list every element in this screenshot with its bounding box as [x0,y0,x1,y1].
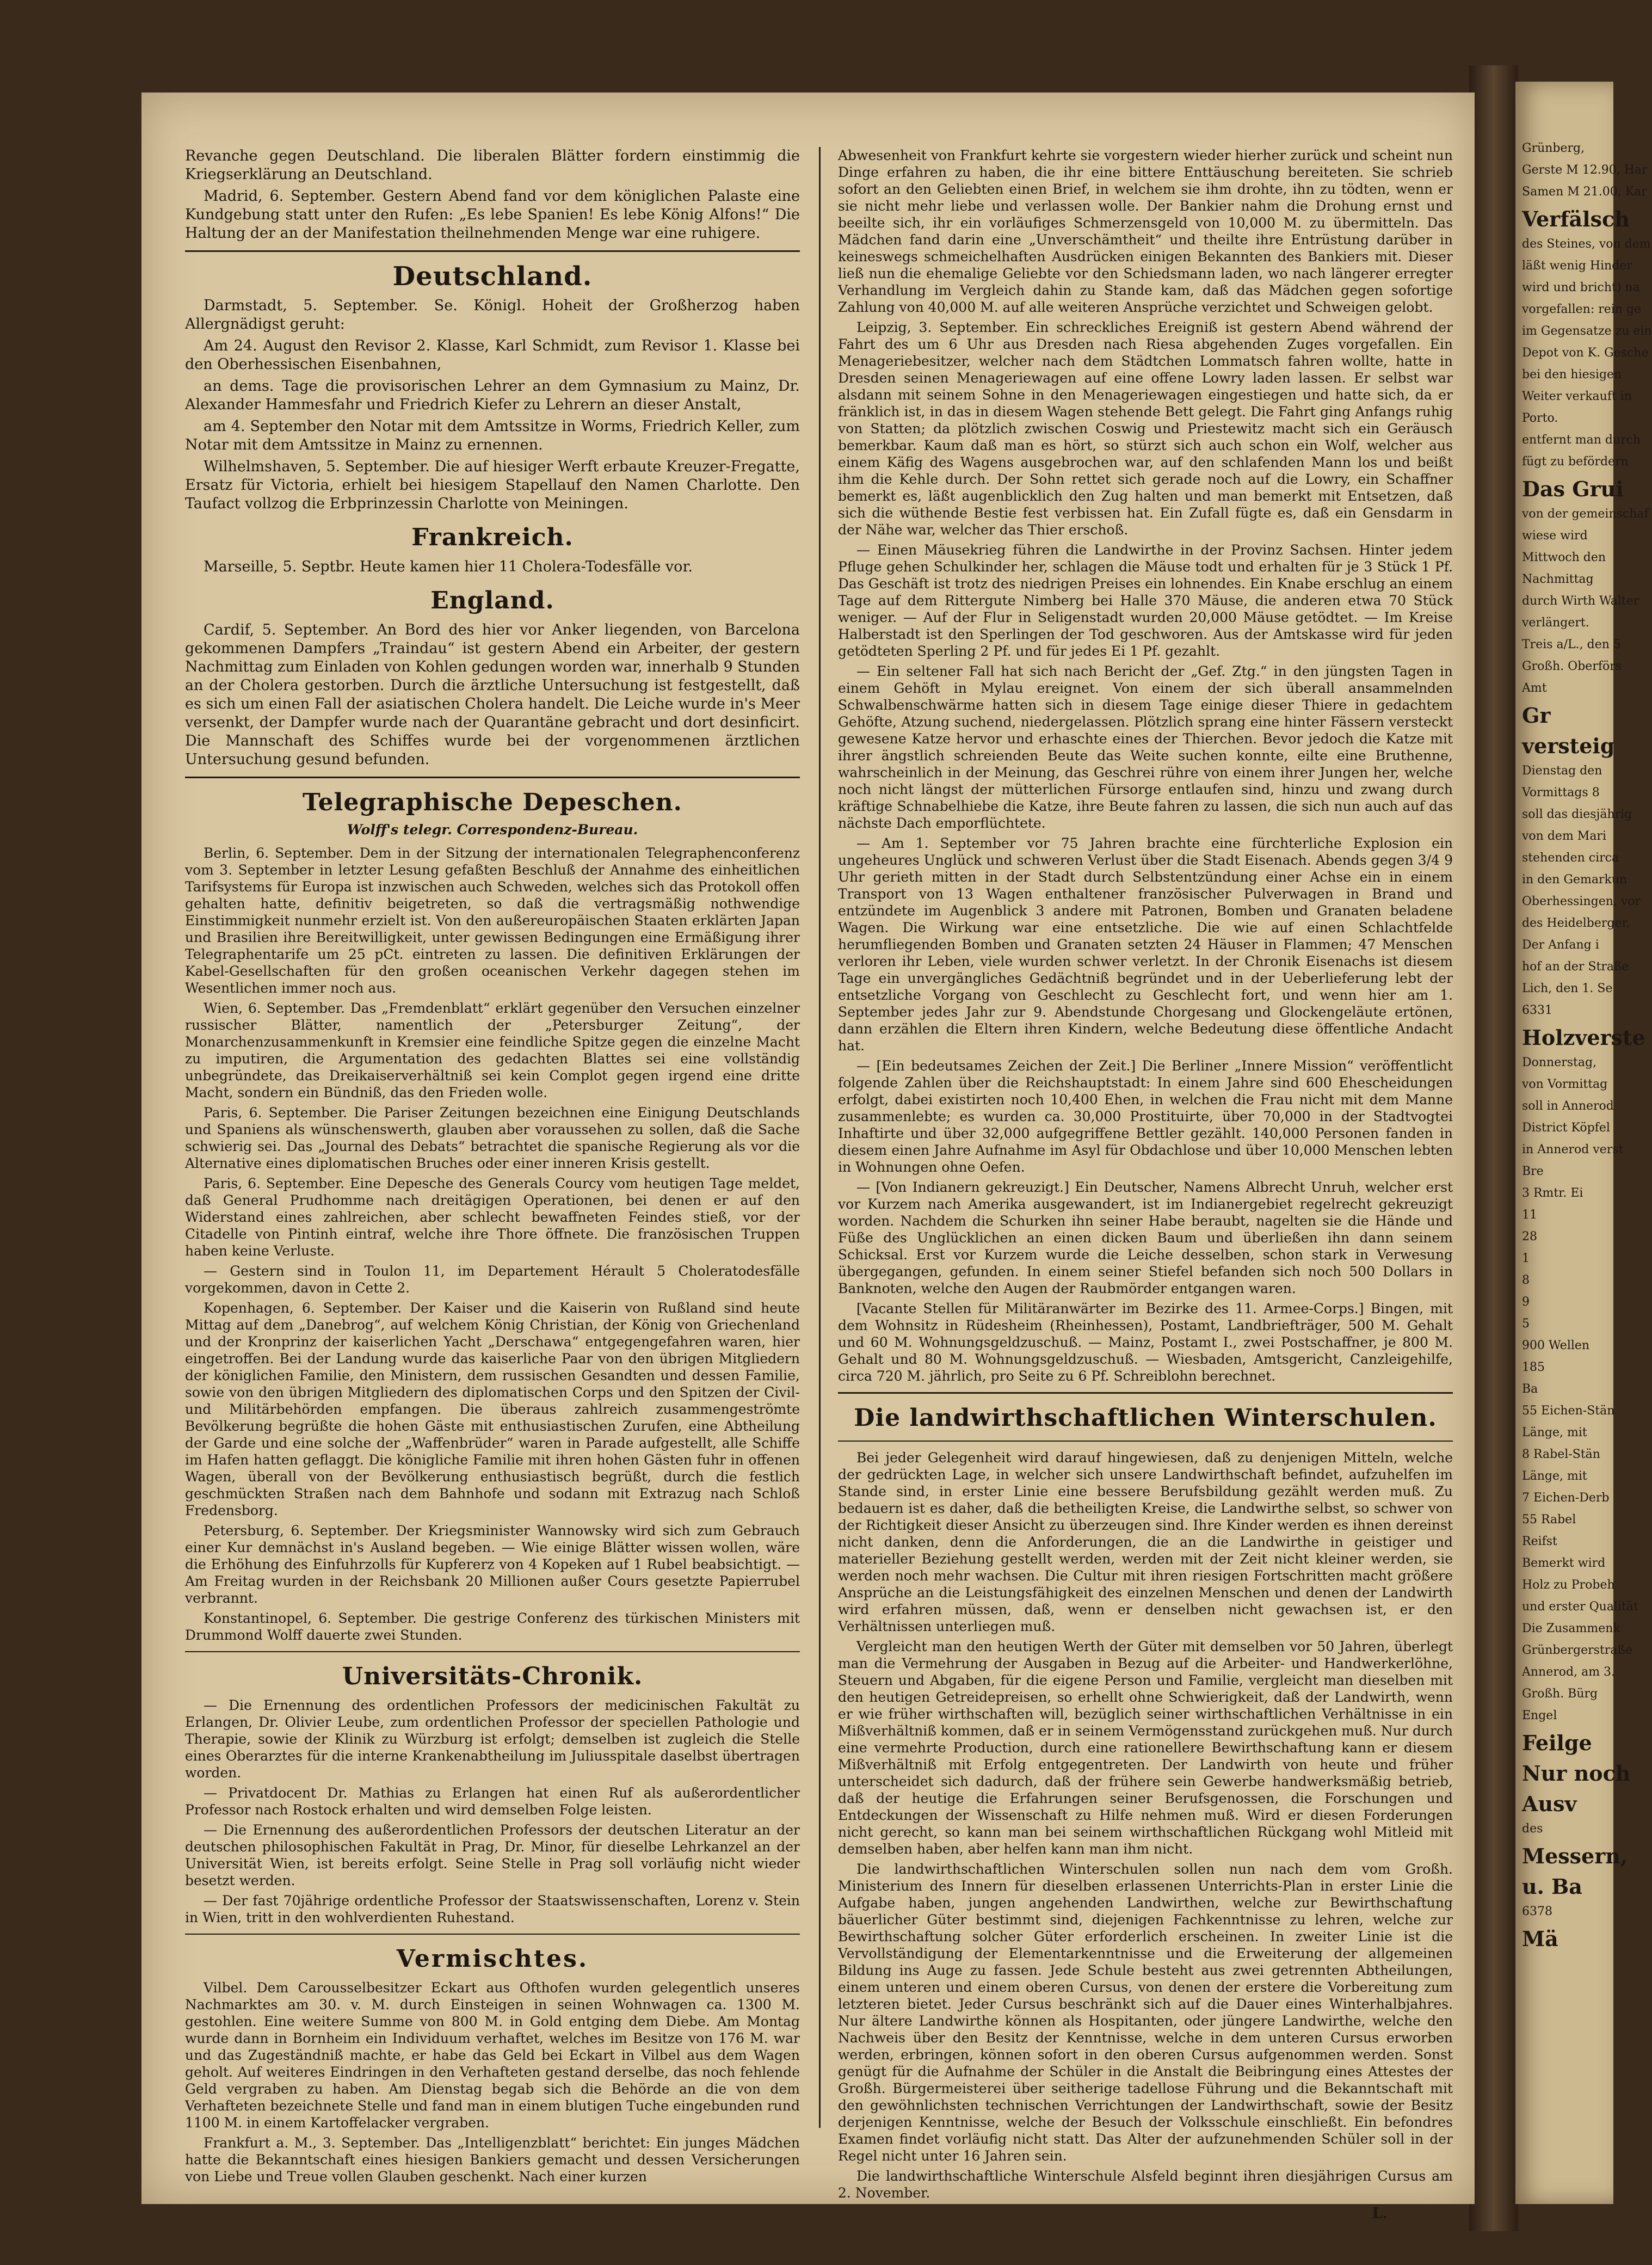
next-page-fragment: von dem Mari [1522,829,1606,843]
next-page-fragment: 900 Wellen [1522,1339,1590,1352]
next-page-fragment: Ausv [1522,1792,1577,1816]
next-page-fragment: 8 Rabel-Stän [1522,1448,1600,1461]
article-paragraph: Vilbel. Dem Carousselbesitzer Eckart aus Ofthofen wurden gelegentlich unseres Nachmarktes am 30. v. M. durch Einsteigen in seinen Wohnwagen ca. 1300 M. gestohlen. Eine weitere Summe von 800 M. in Gold entging dem Diebe. Am Montag wurde dann in Bornheim ein Individuum verhaftet, welches im Besitze von 176 M. war und das Zugeständniß machte, er habe das Geld bei Eckart in Vilbel aus dem Wagen geholt. Auf weiteres Eindringen in den Verhafteten gestand derselbe, das noch fehlende Geld vergraben zu haben. Am Dienstag begab sich die Behörde an die von dem Verhafteten bezeichnete Stelle und fand man in einem blutigen Tuche eingebunden rund 1100 M. in einem Kartoffelacker vergraben. [185,1980,800,2131]
next-page-fragment: 11 [1522,1208,1537,1222]
next-page-fragment: u. Ba [1522,1874,1582,1899]
next-page-fragment: 3 Rmtr. Ei [1522,1186,1583,1200]
next-page-fragment: in Annerod verst [1522,1143,1624,1156]
next-page-fragment: Bemerkt wird [1522,1556,1606,1570]
next-page-fragment: von Vormittag [1522,1078,1608,1091]
article-paragraph: Die landwirthschaftliche Winterschule Alsfeld beginnt ihren diesjährigen Cursus am 2. November. [838,2168,1453,2201]
next-page-fragment: entfernt man durch [1522,433,1641,447]
article-paragraph: — Die Ernennung des ordentlichen Professors der medicinischen Fakultät zu Erlangen, Dr. Olivier Leube, zum ordentlichen Professor der speciellen Pathologie und Therapie, sowie der Klinik zu Würzburg ist erfolgt; demselben ist zugleich die Stelle eines Oberarztes für die interne Krankenabtheilung im Juliusspitale daselbst übertragen worden. [185,1697,800,1781]
article-paragraph: — Gestern sind in Toulon 11, im Departement Hérault 5 Choleratodesfälle vorgekommen, davon in Cette 2. [185,1263,800,1296]
next-page-fragment: durch Wirth Walter [1522,594,1639,608]
next-page-fragment: 9 [1522,1295,1530,1309]
left-column [185,147,800,2188]
next-page-fragment: Nachmittag [1522,573,1594,586]
next-page-fragment: Gerste M 12.90, Har [1522,163,1648,177]
article-paragraph: an dems. Tage die provisorischen Lehrer an dem Gymnasium zu Mainz, Dr. Alexander Hammesfahr und Friedrich Kiefer zu Lehrern an dieser Anstalt, [185,378,800,413]
article-paragraph: [Vacante Stellen für Militäranwärter im Bezirke des 11. Armee-Corps.] Bingen, mit dem Wohnsitz in Rüdesheim (Rheinhessen), Postamt, Landbriefträger, 500 M. Gehalt und 60 M. Wohnungsgeldzuschuß. — Mainz, Postamt I., zwei Postschaffner, je 800 M. Gehalt und 80 M. Wohnungsgeldzuschuß. — Wiesbaden, Amtsgericht, Canzleigehilfe, circa 720 M. jährlich, pro Seite zu 6 Pf. Schreiblohn berechnet. [838,1301,1453,1384]
next-page-fragment: 28 [1522,1230,1537,1244]
next-page-fragment: des Steines, von dem [1522,237,1651,251]
next-page-fragment: Grünberg, [1522,141,1585,155]
next-page-fragment: läßt wenig Hinder [1522,259,1632,273]
article-paragraph: Konstantinopel, 6. September. Die gestrige Conferenz des türkischen Ministers mit Drummond Wolff dauerte zwei Stunden. [185,1610,800,1643]
next-page-fragment: 5 [1522,1317,1530,1331]
article-paragraph: Kopenhagen, 6. September. Der Kaiser und die Kaiserin von Rußland sind heute Mittag auf dem „Danebrog“, auf welchem König Christian, der König von Griechenland und der Kronprinz der kaiserlichen Yacht „Derschawa“ entgegengefahren waren, hier eingetroffen. Bei der Landung wurde das kaiserliche Paar von den übrigen Mitgliedern der königlichen Familie, den Ministern, dem russischen Gesandten und dessen Familie, sowie von den übrigen Mitgliedern des diplomatischen Corps und den Spitzen der Civil- und Militärbehörden empfangen. Die überaus zahlreich zusammengeströmte Bevölkerung begrüßte die hohen Gäste mit enthusiastischen Zurufen, eine Abtheilung der Garde und eine solche der „Waffenbrüder“ waren in Parade aufgestellt, alle Schiffe im Hafen hatten geflaggt. Die königliche Familie mit ihren hohen Gästen fuhr in offenen Wagen, überall von der Bevölkerung enthusiastisch begrüßt, durch die festlich geschmückten Straßen nach dem Bahnhofe und sodann mit Extrazug nach Schloß Fredensborg. [185,1300,800,1518]
adjacent-page-edge [1515,82,1652,2204]
section-title-universitaet: Universitäts-Chronik. [342,1663,643,1690]
section-subtitle-wolff: Wolff's telegr. Correspondenz-Bureau. [347,822,638,838]
next-page-fragment: Annerod, am 3. [1522,1665,1616,1679]
intro-paragraph: Madrid, 6. September. Gestern Abend fand vor dem königlichen Palaste eine Kundgebung statt unter den Rufen: „Es lebe Spanien! Es lebe König Alfons!“ Die Haltung der an der Manifestation theilnehmenden Menge war eine ruhigere. [185,188,800,242]
next-page-fragment: Verfälsch [1522,207,1630,231]
next-page-fragment: 8 [1522,1273,1530,1287]
next-page-fragment: vorgefallen: rein ge [1522,303,1642,316]
article-paragraph: — [Von Indianern gekreuzigt.] Ein Deutscher, Namens Albrecht Unruh, welcher erst vor Kurzem nach Amerika ausgewandert, ist im Indianergebiet regelrecht gekreuzigt worden. Nachdem die Schurken ihn seiner Habe beraubt, nagelten sie die Hände und Füße des Unglücklichen an einen dicken Baum und überließen ihn dann seinem Schicksal. Erst vor Kurzem wurde die Leiche desselben, schon stark in Verwesung übergegangen, gefunden. In einem seiner Stiefel befanden sich noch 500 Dollars in Banknoten, welche den Augen der Raubmörder entgangen waren. [838,1179,1453,1296]
section-title-england: England. [430,587,554,614]
next-page-fragment: verlängert. [1522,616,1589,630]
next-page-fragment: versteig [1522,734,1615,758]
next-page-fragment: wird und bricht) na [1522,281,1640,294]
next-page-fragment: soll in Annerod [1522,1099,1614,1113]
next-page-fragment: und erster Qualität [1522,1600,1638,1614]
article-paragraph: Wilhelmshaven, 5. September. Die auf hiesiger Werft erbaute Kreuzer-Fregatte, Ersatz für Victoria, erhielt bei hiesigem Stapellauf den Namen Charlotte. Den Taufact vollzog die Erbprinzessin Charlotte von Meiningen. [185,458,800,512]
column-divider [819,147,821,2128]
next-page-fragment: Reifst [1522,1535,1557,1548]
next-page-fragment: Grünbergerstraße [1522,1644,1633,1657]
universitaet-body [185,1697,800,1926]
article-paragraph: — Einen Mäusekrieg führen die Landwirthe in der Provinz Sachsen. Hinter jedem Pfluge gehen Schulkinder her, schlagen die Mäuse todt und erhalten für je 3 Stück 1 Pf. Das Geschäft ist trotz des niedrigen Preises ein lohnendes. Ein Knabe erschlug an einem Tage auf dem Rittergute Nimberg bei Halle 370 Mäuse, die anderen etwa 70 Stück weniger. — Auf der Flur in Seligenstadt wurden 20,000 Mäuse getödtet. — Im Kreise Halberstadt ist den Sperlingen der Tod geschworen. Aus der Amtskasse wird für jeden getödteten Sperling 2 Pf. und für jedes Ei 1 Pf. gezahlt. [838,542,1453,659]
article-paragraph: Berlin, 6. September. Dem in der Sitzung der internationalen Telegraphenconferenz vom 3. September in letzter Lesung gefaßten Beschluß der Annahme des einheitlichen Tarifsystems für Europa ist inzwischen auch Schweden, welches sich das Protokoll offen gehalten hatte, definitiv beigetreten, so daß die vertragsmäßig nothwendige Einstimmigkeit nunmehr erzielt ist. Von den außereuropäischen Staaten erklärten Japan und Brasilien ihre Bereitwilligkeit, unter gewissen Bedingungen eine Ermäßigung ihrer Telegraphentarife um 25 pCt. eintreten zu lassen. Die definitiven Erklärungen der Kabel-Gesellschaften für den großen oceanischen Verkehr dagegen stehen im Wesentlichen immer noch aus. [185,845,800,996]
next-page-fragment: Samen M 21.00, Kar [1522,185,1647,199]
next-page-fragment: Großh. Oberförs [1522,660,1622,673]
next-page-fragment: Länge, mit [1522,1426,1587,1439]
next-page-fragment: Bre [1522,1165,1544,1178]
next-page-fragment: Vormittags 8 [1522,786,1600,799]
next-page-fragment: 185 [1522,1361,1545,1374]
next-page-fragment: wiese wird [1522,529,1588,543]
article-paragraph: — Am 1. September vor 75 Jahren brachte eine fürchterliche Explosion ein ungeheures Unglück und schweren Verlust über die Stadt Eisenach. Abends gegen 3/4 9 Uhr gerieth mitten in der Stadt durch Selbstentzündung einer Achse ein in einem Transport von 13 Wagen enthaltener französischer Pulverwagen in Brand und entzündete im Augenblick 3 andere mit Patronen, Bomben und Granaten beladene Wagen. Die Wirkung war eine entsetzliche. Die wie auf einen Schlachtfelde herumfliegenden Bomben und Granaten setzten 24 Häuser in Flammen; 47 Menschen verloren ihr Leben, viele wurden schwer verletzt. In der Chronik Eisenachs ist diesem Tage ein unvergängliches Gedächtniß begründet und in der Ueberlieferung lebt der entsetzliche Vorgang von Geschlecht zu Geschlecht fort, und wenn hier am 1. September jedes Jahr zur 9. Abendstunde Chorgesang und Glockengeläute ertönen, dann erzählen die Eltern ihren Kindern, welche Bedeutung diese öffentliche Andacht hat. [838,835,1453,1054]
section-rule [185,1651,800,1652]
book-spine [1469,65,1518,2231]
section-rule [185,777,800,778]
next-page-fragment: Nur noch [1522,1761,1631,1786]
article-paragraph: Abwesenheit von Frankfurt kehrte sie vorgestern wieder hierher zurück und scheint nun Dinge erfahren zu haben, die ihr eine bittere Enttäuschung bereiteten. Sie schrieb sofort an den Geliebten einen Brief, in welchem sie ihm drohte, ihn zu tödten, wenn er sie nicht mehr liebe und verlassen wolle. Der Bankier nahm die Drohung ernst und beeilte sich, ihr ein vorläufiges Schmerzensgeld von 10,000 M. zu übermitteln. Das Mädchen fand darin eine „Unverschämtheit“ und theilte ihre Entrüstung darüber in keineswegs schmeichelhaften Ausdrücken einigen Bekannten des Bankiers mit. Dieser ließ nun die ehemalige Geliebte vor den Schiedsmann laden, wo nach längerer erregter Verhandlung im Vergleich dahin zu Stande kam, daß das Mädchen gegen sofortige Zahlung von 40,000 M. auf alle weiteren Ansprüche verzichtet und Schweigen gelobt. [838,147,1453,315]
next-page-fragment: 6378 [1522,1905,1552,1918]
right-column [838,147,1453,2223]
section-title-depeschen: Telegraphische Depeschen. [303,789,682,816]
next-page-fragment: Großh. Bürg [1522,1687,1598,1701]
next-page-fragment: Engel [1522,1709,1557,1722]
next-page-fragment: Porto. [1522,411,1558,425]
next-page-fragment: Messern, [1522,1844,1628,1868]
next-page-fragment: Weiter verkauft in [1522,390,1632,403]
next-page-fragment: Dienstag den [1522,764,1602,778]
section-title-vermischtes: Vermischtes. [396,1945,589,1973]
article-paragraph: Die landwirthschaftlichen Winterschulen sollen nun nach dem vom Großh. Ministerium des Innern für dieselben erlassenen Unterrichts-Plan in erster Linie die Aufgabe haben, jungen angehenden Landwirthen, welche zur Bewirthschaftung bäuerlicher Güter bestimmt sind, diejenigen Fachkenntnisse zu lehren, welche zur Bewirthschaftung solcher Güter erforderlich erscheinen. In zweiter Linie ist die Vervollständigung der Elementarkenntnisse und die Erweiterung der allgemeinen Bildung ins Auge zu fassen. Jede Schule besteht aus zwei getrennten Abtheilungen, einem unteren und einem oberen Cursus, von denen der erstere die Vorbereitung zum letzteren bietet. Jeder Cursus beschränkt sich auf die Dauer eines Winterhalbjahres. Nur ältere Landwirthe können als Hospitanten, oder jüngere Landwirthe, welche den Nachweis über den Besitz der Kenntnisse, welche in dem unteren Cursus erworben werden, erbringen, können sofort in den oberen Cursus aufgenommen werden. Sonst genügt für die Aufnahme der Schüler in die Anstalt die Beibringung eines Attestes der Großh. Bürgermeisterei über seitherige tadellose Führung und die Bekanntschaft mit den gewöhnlichsten technischen Verrichtungen der Landwirthschaft, sowie der Besitz derjenigen Kenntnisse, welche der Besuch der Volksschule einschließt. Ein befondres Examen findet vorläufig nicht statt. Das Alter der aufzunehmenden Schüler soll in der Regel nicht unter 16 Jahren sein. [838,1861,1453,2164]
article-paragraph: Frankfurt a. M., 3. September. Das „Intelligenzblatt“ berichtet: Ein junges Mädchen hatte die Bekanntschaft eines hiesigen Bankiers gemacht und dessen Versicherungen von Liebe und Treue vollen Glauben geschenkt. Nach einer kurzen [185,2135,800,2184]
next-page-fragment: Die Zusammenk [1522,1622,1620,1635]
section-rule [185,1934,800,1935]
article-paragraph: — [Ein bedeutsames Zeichen der Zeit.] Die Berliner „Innere Mission“ veröffentlicht folgende Zahlen über die Reichshauptstadt: In einem Jahre sind 600 Ehescheidungen erfolgt, dabei existirten noch 10,400 Ehen, in welchen die Frau nicht mit dem Manne zusammenlebte; es wurden ca. 30,000 Prostituirte, über 70,000 in der Stadtvogtei Inhaftirte und über 32,000 aufgegriffene Bettler gezählt. 140,000 Personen fanden in diesem einen Jahre Aufnahme im Asyl für Obdachlose und über 10,000 Menschen lebten in Wohnungen ohne Oefen. [838,1058,1453,1175]
next-page-fragment: District Köpfel [1522,1121,1610,1135]
section-title-frankreich: Frankreich. [411,524,574,551]
next-page-fragment: Länge, mit [1522,1469,1587,1483]
next-page-fragment: Feilge [1522,1731,1592,1755]
article-paragraph: Bei jeder Gelegenheit wird darauf hingewiesen, daß zu denjenigen Mitteln, welche der gedrückten Lage, in welcher sich unsere Landwirthschaft befindet, aufzuhelfen im Stande sind, in erster Linie eine bessere Berufsbildung gezählt werden muß. Zu bedauern ist es daher, daß die betheiligten Kreise, die Landwirthe selbst, so schwer von der Richtigkeit dieser Ansicht zu überzeugen sind. Ihre Kinder werden es ihnen dereinst nicht danken, denn die Anforderungen, die an die Landwirthe in geistiger und materieller Beziehung gestellt werden, werden mit der Zeit nicht kleiner werden, sie werden noch mehr wachsen. Die Cultur mit ihren riesigen Fortschritten macht größere Ansprüche an die Leistungsfähigkeit des einzelnen Menschen und denen der Landwirth wird erfahren müssen, daß, wenn er denselben nicht gewachsen ist, er den Verhältnissen unterliegen muß. [838,1450,1453,1634]
next-page-fragment: 55 Eichen-Stän [1522,1404,1615,1418]
next-page-fragment: Donnerstag, [1522,1056,1597,1069]
deutschland-body [185,297,800,513]
section-rule [838,1392,1453,1394]
next-page-fragment: Treis a/L., den 5 [1522,638,1621,651]
next-page-fragment: stehenden circa [1522,851,1619,865]
article-paragraph: Am 24. August den Revisor 2. Klasse, Karl Schmidt, zum Revisor 1. Klasse bei den Oberhessischen Eisenbahnen, [185,337,800,373]
intro-section [185,147,800,243]
section-rule [185,250,800,252]
article-paragraph: — Privatdocent Dr. Mathias zu Erlangen hat einen Ruf als außerordentlicher Professor nach Rostock erhalten und wird demselben Folge leisten. [185,1785,800,1818]
section-rule [838,1441,1453,1442]
article-paragraph: Vergleicht man den heutigen Werth der Güter mit demselben vor 50 Jahren, überlegt man die Vermehrung der Ausgaben in Bezug auf die Arbeiter- und Handwerkerlöhne, Steuern und Abgaben, für die eigene Person und Familie, vergleicht man dieselben mit den heutigen Getreidepreisen, so erhellt ohne Schwierigkeit, daß der Landwirth, wenn er wie früher wirthschaften will, bezüglich seiner wirthschaftlichen Verhältnisse in ein Mißverhältniß kommen, daß er in seinem Vermögensstand zurückgehen muß. Nur durch eine vermehrte Production, durch eine rationellere Bewirthschaftung kann er diesem Mißverhältniß mit Erfolg entgegentreten. Der Landwirth von heute und früher unterscheidet sich dadurch, daß der frühere sein Gewerbe handwerksmäßig betrieb, daß der heutige die Erfahrungen seiner Berufsgenossen, die Forschungen und Entdeckungen der Wissenschaft zu Hilfe nehmen muß. Wird er diesen Forderungen nicht gerecht, so kann man bei seinem wirthschaftlichen Rückgang wohl Mitleid mit demselben haben, aber helfen kann man ihm nicht. [838,1639,1453,1857]
intro-paragraph: Revanche gegen Deutschland. Die liberalen Blätter fordern einstimmig die Kriegserklärung an Deutschland. [185,147,800,183]
next-page-fragment: des Heidelberger, [1522,916,1630,930]
article-paragraph: Darmstadt, 5. September. Se. Königl. Hoheit der Großherzog haben Allergnädigst geruht: [185,297,800,333]
next-page-fragment: von der gemeinschaf [1522,507,1649,521]
next-page-fragment: 6331 [1522,1004,1552,1017]
article-paragraph: Cardif, 5. September. An Bord des hier vor Anker liegenden, von Barcelona gekommenen Dampfers „Traindau“ ist gestern Abend ein Arbeiter, der gestern Nachmittag zum Einladen von Kohlen gedungen worden war, innerhalb 9 Stunden an der Cholera gestorben. Durch die ärztliche Untersuchung ist festgestellt, daß es sich um einen Fall der asiatischen Cholera handelt. Die Leiche wurde in's Meer versenkt, der Dampfer wurde nach der Quarantäne gebracht und dort desinficirt. Die Mannschaft des Schiffes wurde bei der vorgenommenen ärztlichen Untersuchung gesund befunden. [185,621,800,768]
next-page-fragment: bei den hiesigen [1522,368,1622,381]
next-page-fragment: in den Gemarkun [1522,873,1628,887]
next-page-fragment: Amt [1522,681,1547,695]
vermischtes-body [185,1979,800,2185]
next-page-fragment: Ba [1522,1382,1538,1396]
next-page-fragment: Mittwoch den [1522,551,1606,564]
article-paragraph: am 4. September den Notar mit dem Amtssitze in Worms, Friedrich Keller, zum Notar mit dem Amtssitze in Mainz zu ernennen. [185,418,800,453]
next-page-fragment: Gr [1522,703,1551,728]
next-page-fragment: 55 Rabel [1522,1513,1576,1527]
next-page-fragment: Der Anfang i [1522,938,1599,952]
vermischtes-continued [838,147,1453,1384]
next-page-fragment: 7 Eichen-Derb [1522,1491,1610,1505]
article-paragraph: — Der fast 70jährige ordentliche Professor der Staatswissenschaften, Lorenz v. Stein in Wien, tritt in den wohlverdienten Ruhestand. [185,1893,800,1925]
next-page-fragment: Holz zu Probeh [1522,1578,1615,1592]
winterschulen-body [838,1449,1453,2201]
next-page-fragment: hof an der Straße [1522,960,1629,974]
next-page-fragment: soll das diesjährig [1522,808,1632,821]
article-paragraph: Wien, 6. September. Das „Fremdenblatt“ erklärt gegenüber den Versuchen einzelner russischer Blätter, namentlich der „Petersburger Zeitung“, der Monarchenzusammenkunft in Kremsier eine feindliche Spitze gegen die einzelne Macht zu imputiren, die Argumentation des gedachten Blattes sei eine vollständig unbegründete, das Dreikaiserverhältniß sei kein Complot gegen irgend eine dritte Macht, sondern ein Bündniß, das den Frieden wolle. [185,1000,800,1100]
next-page-fragment: Lich, den 1. Se [1522,982,1613,995]
article-paragraph: Leipzig, 3. September. Ein schreckliches Ereigniß ist gestern Abend während der Fahrt des um 6 Uhr aus Dresden nach Riesa abgehenden Zuges vorgefallen. Ein Menageriebesitzer, welcher nach dem Städtchen Lommatsch fahren wollte, hatte in Dresden seinen Menageriewagen auf eine offene Lowry laden lassen. Er selbst war alsdann mit seinem Sohne in den Menageriewagen eingestiegen und hatte sich, da er fränklich ist, in das in diesem Wagen stehende Bett gelegt. Die Fahrt ging Anfangs ruhig von Statten; da plötzlich zwischen Coswig und Priestewitz macht sich ein Geräusch bemerkbar. Kaum daß man es hört, so stürzt sich auch schon ein Wolf, welcher aus einem Käfig des Wagens ausgebrochen war, auf den schlafenden Mann los und beißt ihm die Kehle durch. Der Sohn rettet sich gerade noch auf die Lowry, ein Schaffner bemerkt es, läßt augenblicklich den Zug halten und man bemerkt mit Entsetzen, daß sich die wüthende Bestie fest verbissen hat. Ein Zufall fügte es, daß ein Gensdarm in der Nähe war, welcher das Thier erschoß. [838,319,1453,538]
next-page-fragment: fügt zu befördern [1522,455,1629,469]
next-page-fragment: Das Grui [1522,477,1624,501]
article-paragraph: Marseille, 5. Septbr. Heute kamen hier 11 Cholera-Todesfälle vor. [204,558,693,575]
section-title-deutschland: Deutschland. [392,261,593,292]
depeschen-body [185,845,800,1644]
article-paragraph: Paris, 6. September. Eine Depesche des Generals Courcy vom heutigen Tage meldet, daß General Prudhomme nach dreitägigen Operationen, bei denen er auf den Widerstand eines zahlreichen, aber schlecht bewaffneten Feindes stieß, vor der Citadelle von Pintinh eintraf, welche ihre Thore öffnete. Die französischen Truppen haben keine Verluste. [185,1175,800,1259]
next-page-fragment: Holzverste [1522,1025,1645,1050]
section-title-winterschulen: Die landwirthschaftlichen Winterschulen. [854,1404,1437,1432]
article-signature: L. [1372,2205,1388,2222]
next-page-fragment: Mä [1522,1927,1558,1951]
article-paragraph: — Ein seltener Fall hat sich nach Bericht der „Gef. Ztg.“ in den jüngsten Tagen in einem Gehöft in Mylau ereignet. Von einem der sich überall ansammelnden Schwalbenschwärme hatten sich in diesem Tage einige dieser Thiere in gedachtem Gehöfte, Atzung suchend, niedergelassen. Plötzlich sprang eine hinter Fässern versteckt gewesene Katze hervor und erhaschte eines der Thierchen. Bevor jedoch die Katze mit ihrer ängstlich schreienden Beute das Weite suchen konnte, eilte eine Bruthenne, wahrscheinlich in der Meinung, das Geschrei rühre von einem ihrer Jungen her, welche noch nicht längst der mütterlichen Fürsorge entlaufen sind, hinzu und zwang durch kräftige Schnabelhiebe die Katze, ihre Beute fahren zu lassen, die sich nun auch auf das nächste Dach emporflüchtete. [838,663,1453,831]
next-page-fragment: Oberhessingen, vor [1522,895,1641,908]
article-paragraph: Petersburg, 6. September. Der Kriegsminister Wannowsky wird sich zum Gebrauch einer Kur demnächst in's Ausland begeben. — Wie einige Blätter wissen wollen, wäre die Erhöhung des Einfuhrzolls für Kupfererz von 4 Kopeken auf 1 Rubel beabsichtigt. — Am Freitag wurden in der Reichsbank 20 Millionen außer Cours gesetzte Papierrubel verbrannt. [185,1523,800,1606]
next-page-fragment: des [1522,1822,1543,1836]
next-page-fragment: 1 [1522,1252,1530,1265]
next-page-fragment: Depot von K. Gesche [1522,346,1649,360]
article-paragraph: — Die Ernennung des außerordentlichen Professors der deutschen Literatur an der deutschen philosophischen Fakultät in Prag, Dr. Minor, für dieselbe Lehrkanzel an der Universität Wien, ist bereits erfolgt. Seine Stelle in Prag soll vorläufig nicht wieder besetzt werden. [185,1822,800,1888]
article-paragraph: Paris, 6. September. Die Pariser Zeitungen bezeichnen eine Einigung Deutschlands und Spaniens als wünschenswerth, glauben aber voraussehen zu sollen, daß die Sache schwierig sei. Das „Journal des Debats“ betrachtet die spanische Regierung als vor die Alternative eines diplomatischen Bruches oder einer inneren Krisis gestellt. [185,1105,800,1171]
next-page-fragment: im Gegensatze zu ein [1522,324,1652,338]
